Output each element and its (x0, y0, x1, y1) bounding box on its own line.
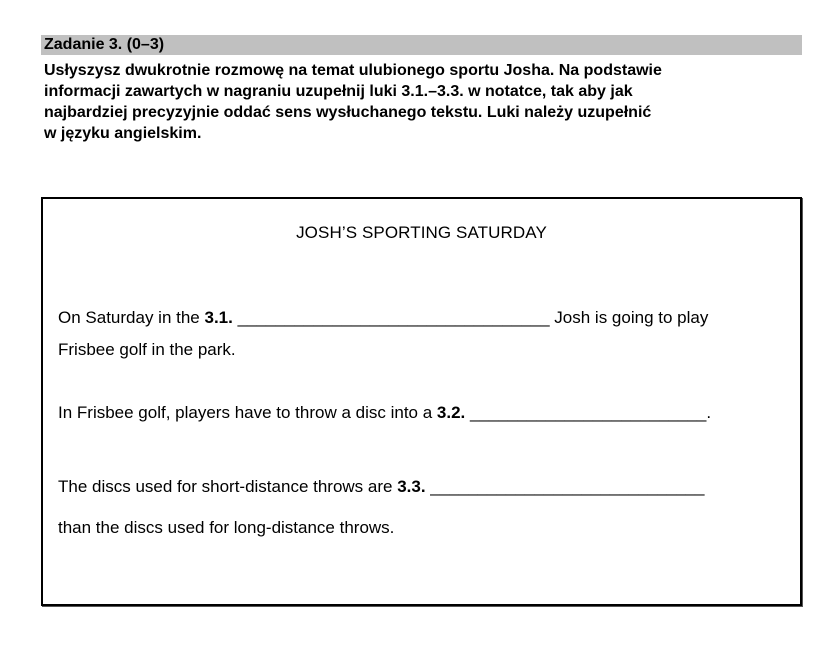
task-title: Zadanie 3. (0–3) (44, 36, 165, 53)
gap-3-3-line (58, 477, 704, 497)
gap-3-3-blank[interactable]: _____________________________ (425, 477, 705, 496)
gap-3-3-number: 3.3. (397, 477, 426, 496)
gap-3-1-line (58, 308, 708, 328)
gap-3-2-line (58, 403, 711, 423)
gap-3-1-continuation: Frisbee golf in the park. (58, 340, 236, 359)
gap-3-3-continuation: than the discs used for long-distance throws. (58, 518, 395, 537)
gap-3-2-text-after: . (706, 403, 712, 422)
instruction-line: Usłyszysz dwukrotnie rozmowę na temat ulubionego sportu Josha. Na podstawie (44, 62, 662, 79)
note-box (41, 197, 802, 606)
task-instructions (44, 60, 784, 144)
task-header-bar (41, 35, 802, 55)
gap-3-2-text-before: In Frisbee golf, players have to throw a disc into a (58, 403, 437, 422)
gap-3-1-number: 3.1. (204, 308, 233, 327)
gap-3-2-blank[interactable]: _________________________ (465, 403, 707, 422)
note-title: JOSH’S SPORTING SATURDAY (296, 223, 547, 242)
instruction-line: najbardziej precyzyjnie oddać sens wysłuchanego tekstu. Luki należy uzupełnić (44, 104, 652, 121)
instruction-line: w języku angielskim. (44, 125, 202, 142)
gap-3-1-text-before: On Saturday in the (58, 308, 205, 327)
gap-3-2-number: 3.2. (436, 403, 466, 422)
gap-3-3-text-before: The discs used for short-distance throws are (58, 477, 398, 496)
gap-3-1-text-after: Josh is going to play (549, 308, 709, 327)
gap-3-1-blank[interactable]: _________________________________ (232, 308, 550, 327)
instruction-line: informacji zawartych w nagraniu uzupełnij luki 3.1.–3.3. w notatce, tak aby jak (44, 83, 633, 100)
